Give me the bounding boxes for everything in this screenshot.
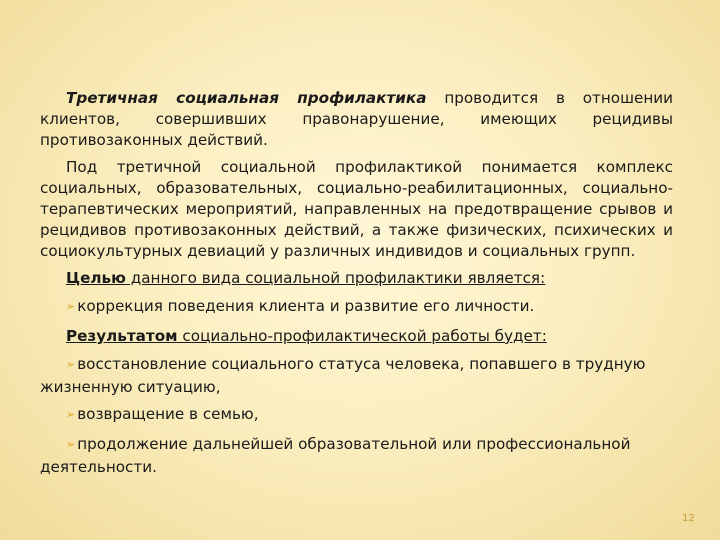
slide-content: [40, 88, 673, 485]
arrow-bullet-icon: ➢: [66, 357, 76, 371]
result-text: социально-профилактической работы будет:: [177, 326, 547, 345]
result-item-1: [40, 354, 673, 398]
goal-text: данного вида социальной профилактики является:: [125, 269, 546, 288]
paragraph-definition: Под третичной социальной профилактикой понимается комплекс социальных, образовательных, социально-реабилитационных, социально-терапевтических мероприятий, направленных на предотвращение срывов и рецидивов противозаконных действий, а также физических, психических и социокультурных девиаций у различных индивидов и социальных групп.: [40, 158, 673, 260]
goal-heading: [40, 268, 673, 289]
paragraph-tertiary-prevention: [40, 88, 673, 150]
paragraph1-text: проводится в отношении клиентов, совершивших правонарушение, имеющих рецидивы противозаконных действий.: [40, 89, 674, 149]
goal-item-text: коррекция поведения клиента и развитие его личности.: [77, 297, 535, 316]
result-item-2: [40, 404, 673, 427]
goal-label: Целью: [66, 269, 126, 288]
arrow-bullet-icon: ➢: [66, 438, 76, 452]
result-item-text: продолжение дальнейшей образовательной или профессиональной деятельности.: [40, 435, 631, 476]
result-label: Результатом: [66, 326, 178, 345]
arrow-bullet-icon: ➢: [66, 300, 76, 314]
arrow-bullet-icon: ➢: [66, 408, 76, 422]
term-tertiary-prevention: Третичная социальная профилактика: [66, 89, 427, 107]
result-heading: [40, 326, 673, 347]
result-item-text: возвращение в семью,: [77, 405, 259, 424]
result-item-text: восстановление социального статуса человека, попавшего в трудную жизненную ситуацию,: [40, 354, 646, 396]
goal-item-1: [40, 296, 673, 319]
page-number: 12: [682, 513, 695, 524]
result-item-3: [40, 434, 673, 478]
